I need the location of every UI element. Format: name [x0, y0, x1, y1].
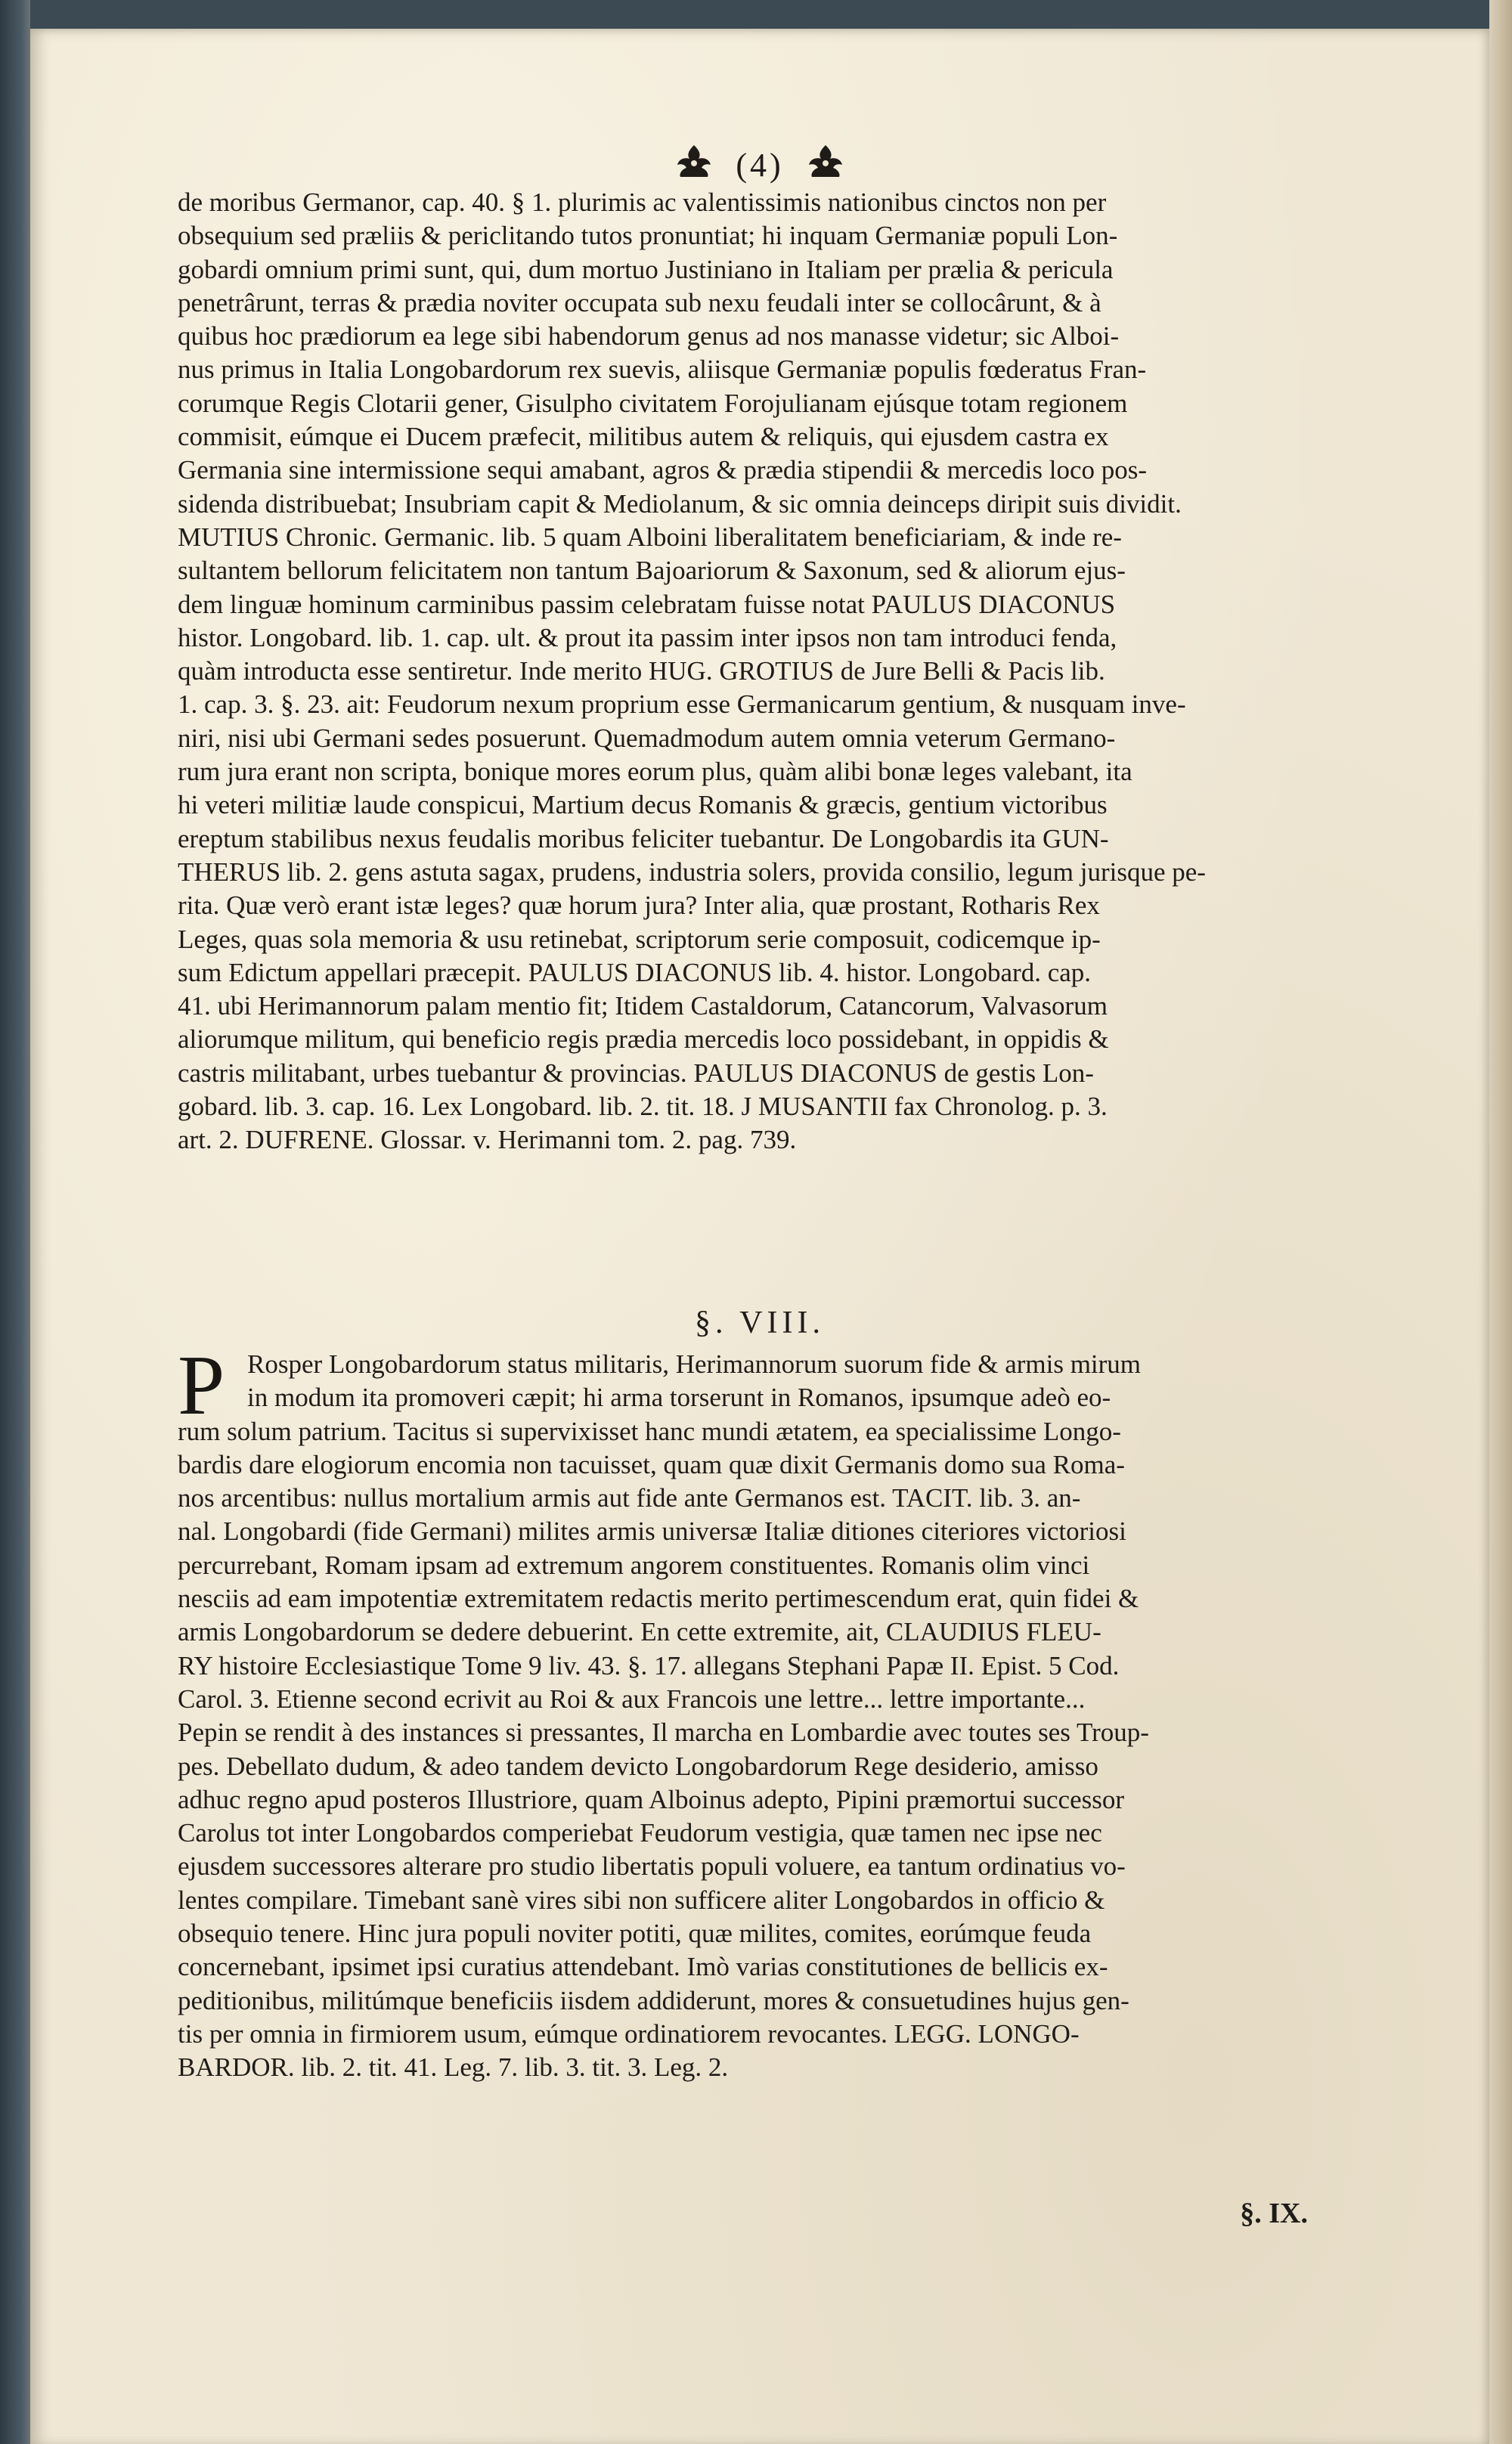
- text-line: quibus hoc prædiorum ea lege sibi habendorum genus ad nos manasse videtur; sic Alboi-: [178, 321, 1120, 352]
- text-line: THERUS lib. 2. gens astuta sagax, prudens, industria solers, provida consilio, legum jurisque pe-: [178, 856, 1206, 887]
- book-gutter: [0, 0, 30, 2444]
- fleuron-ornament-icon: [671, 142, 717, 188]
- text-line: 1. cap. 3. §. 23. ait: Feudorum nexum proprium esse Germanicarum gentium, & nusquam inve-: [178, 689, 1186, 720]
- text-line: armis Longobardorum se dedere debuerint. En cette extremite, ait, CLAUDIUS FLEU-: [178, 1617, 1101, 1647]
- text-line: 41. ubi Herimannorum palam mentio fit; Itidem Castaldorum, Catancorum, Valvasorum: [178, 991, 1108, 1021]
- text-line: lentes compilare. Timebant sanè vires sibi non sufficere aliter Longobardos in officio &: [178, 1885, 1105, 1915]
- text-line: sidenda distribuebat; Insubriam capit & Mediolanum, & sic omnia deinceps diripit suis dividit.: [178, 488, 1182, 519]
- text-line: concernebant, ipsimet ipsi curatius attendebant. Imò varias constitutiones de bellicis ex-: [178, 1952, 1108, 1982]
- fleuron-ornament-icon: [803, 142, 848, 188]
- text-line: nus primus in Italia Longobardorum rex suevis, aliisque Germaniæ populis fœderatus Fran-: [178, 355, 1147, 385]
- catchword: §. IX.: [1240, 2198, 1308, 2229]
- text-line: corumque Regis Clotarii gener, Gisulpho civitatem Forojulianam ejúsque totam regionem: [178, 388, 1128, 418]
- page-edge: [1489, 0, 1512, 2444]
- text-line: rum jura erant non scripta, bonique mores eorum plus, quàm alibi bonæ leges valebant, ita: [178, 757, 1132, 787]
- text-line: niri, nisi ubi Germani sedes posuerunt. Quemadmodum autem omnia veterum Germano-: [178, 723, 1116, 753]
- drop-cap: P: [178, 1339, 225, 1433]
- text-line: commisit, eúmque ei Ducem præfecit, militibus autem & reliquis, qui ejusdem castra ex: [178, 422, 1109, 452]
- text-block-2: [178, 1339, 1455, 2085]
- text-line: Germania sine intermissione sequi amabant, agros & prædia stipendii & mercedis loco pos-: [178, 455, 1148, 485]
- text-line: gobard. lib. 3. cap. 16. Lex Longobard. lib. 2. tit. 18. J MUSANTII fax Chronolog. p. 3.: [178, 1092, 1108, 1122]
- text-line: Rosper Longobardorum status militaris, Herimannorum suorum fide & armis mirum: [247, 1349, 1142, 1379]
- text-line: nal. Longobardi (fide Germani) milites armis universæ Italiæ ditiones citeriores victoriosi: [178, 1516, 1126, 1547]
- text-line: ereptum stabilibus nexus feudalis moribus feliciter tuebantur. De Longobardis ita GUN-: [178, 823, 1109, 853]
- text-line: aliorumque militum, qui beneficio regis prædia mercedis loco possidebant, in oppidis &: [178, 1024, 1109, 1055]
- text-line: penetrârunt, terras & prædia noviter occupata sub nexu feudali inter se collocârunt, & à: [178, 287, 1101, 318]
- text-line: RY histoire Ecclesiastique Tome 9 liv. 43. §. 17. allegans Stephani Papæ II. Epist. 5 Cod.: [178, 1650, 1120, 1680]
- section-heading: §. VIII.: [694, 1306, 826, 1340]
- text-line: peditionibus, militúmque beneficiis iisdem addiderunt, mores & consuetudines hujus gen-: [178, 1985, 1129, 2015]
- text-line: tis per omnia in firmiorem usum, eúmque ordinatiorem revocantes. LEGG. LONGO-: [178, 2018, 1080, 2049]
- text-line: nesciis ad eam impotentiæ extremitatem redactis merito pertimescendum erat, quin fidei &: [178, 1584, 1139, 1614]
- text-line: pes. Debellato dudum, & adeo tandem devicto Longobardorum Rege desiderio, amisso: [178, 1751, 1098, 1781]
- text-line: adhuc regno apud posteros Illustriore, quam Alboinus adepto, Pipini præmortui successor: [178, 1784, 1125, 1814]
- text-line: Carol. 3. Etienne second ecrivit au Roi & aux Francois une lettre... lettre importante...: [178, 1684, 1086, 1714]
- text-line: ejusdem successores alterare pro studio libertatis populi voluere, ea tantum ordinatius vo-: [178, 1851, 1126, 1882]
- document-page: [30, 29, 1489, 2444]
- text-line: Leges, quas sola memoria & usu retinebat, scriptorum serie composuit, codicemque ip-: [178, 924, 1101, 954]
- text-line: dem linguæ hominum carminibus passim celebratam fuisse notat PAULUS DIACONUS: [178, 589, 1116, 619]
- text-line: MUTIUS Chronic. Germanic. lib. 5 quam Alboini liberalitatem beneficiariam, & inde re-: [178, 522, 1122, 552]
- text-line: rum solum patrium. Tacitus si supervixisset hanc mundi ætatem, ea specialissime Longo-: [178, 1416, 1121, 1446]
- text-line: art. 2. DUFRENE. Glossar. v. Herimanni tom. 2. pag. 739.: [178, 1125, 797, 1155]
- text-line: rita. Quæ verò erant istæ leges? quæ horum jura? Inter alia, quæ prostant, Rotharis Rex: [178, 891, 1100, 921]
- text-line: percurrebant, Romam ipsam ad extremum angorem constituentes. Romanis olim vinci: [178, 1550, 1090, 1580]
- text-line: Pepin se rendit à des instances si pressantes, Il marcha en Lombardie avec toutes ses Troup-: [178, 1718, 1149, 1748]
- text-line: histor. Longobard. lib. 1. cap. ult. & prout ita passim inter ipsos non tam introduci fenda,: [178, 622, 1117, 652]
- text-line: de moribus Germanor, cap. 40. § 1. plurimis ac valentissimis nationibus cinctos non per: [178, 187, 1107, 217]
- text-line: nos arcentibus: nullus mortalium armis aut fide ante Germanos est. TACIT. lib. 3. an-: [178, 1483, 1081, 1513]
- text-line: obsequio tenere. Hinc jura populi noviter potiti, quæ milites, comites, eorúmque feuda: [178, 1919, 1092, 1949]
- text-line: castris militabant, urbes tuebantur & provincias. PAULUS DIACONUS de gestis Lon-: [178, 1058, 1094, 1088]
- text-line: Carolus tot inter Longobardos comperiebat Feudorum vestigia, quæ tamen nec ipse nec: [178, 1818, 1102, 1848]
- text-line: bardis dare elogiorum encomia non tacuisset, quam quæ dixit Germanis domo sua Roma-: [178, 1449, 1125, 1479]
- text-line: gobardi omnium primi sunt, qui, dum mortuo Justiniano in Italiam per prælia & pericula: [178, 254, 1114, 284]
- text-line: BARDOR. lib. 2. tit. 41. Leg. 7. lib. 3. tit. 3. Leg. 2.: [178, 2052, 729, 2083]
- text-line: hi veteri militiæ laude conspicui, Martium decus Romanis & græcis, gentium victoribus: [178, 790, 1108, 820]
- text-line: sultantem bellorum felicitatem non tantum Bajoariorum & Saxonum, sed & aliorum ejus-: [178, 556, 1126, 586]
- text-line: in modum ita promoveri cæpit; hi arma torserunt in Romanos, ipsumque adeò eo-: [247, 1383, 1111, 1413]
- text-line: obsequium sed præliis & periclitando tutos pronuntiat; hi inquam Germaniæ populi Lon-: [178, 221, 1118, 251]
- text-line: sum Edictum appellari præcepit. PAULUS DIACONUS lib. 4. histor. Longobard. cap.: [178, 957, 1092, 987]
- text-block-1: [178, 186, 1455, 1157]
- page-number: (4): [736, 147, 784, 184]
- page-header: [30, 142, 1489, 188]
- text-line: quàm introducta esse sentiretur. Inde merito HUG. GROTIUS de Jure Belli & Pacis lib.: [178, 656, 1105, 686]
